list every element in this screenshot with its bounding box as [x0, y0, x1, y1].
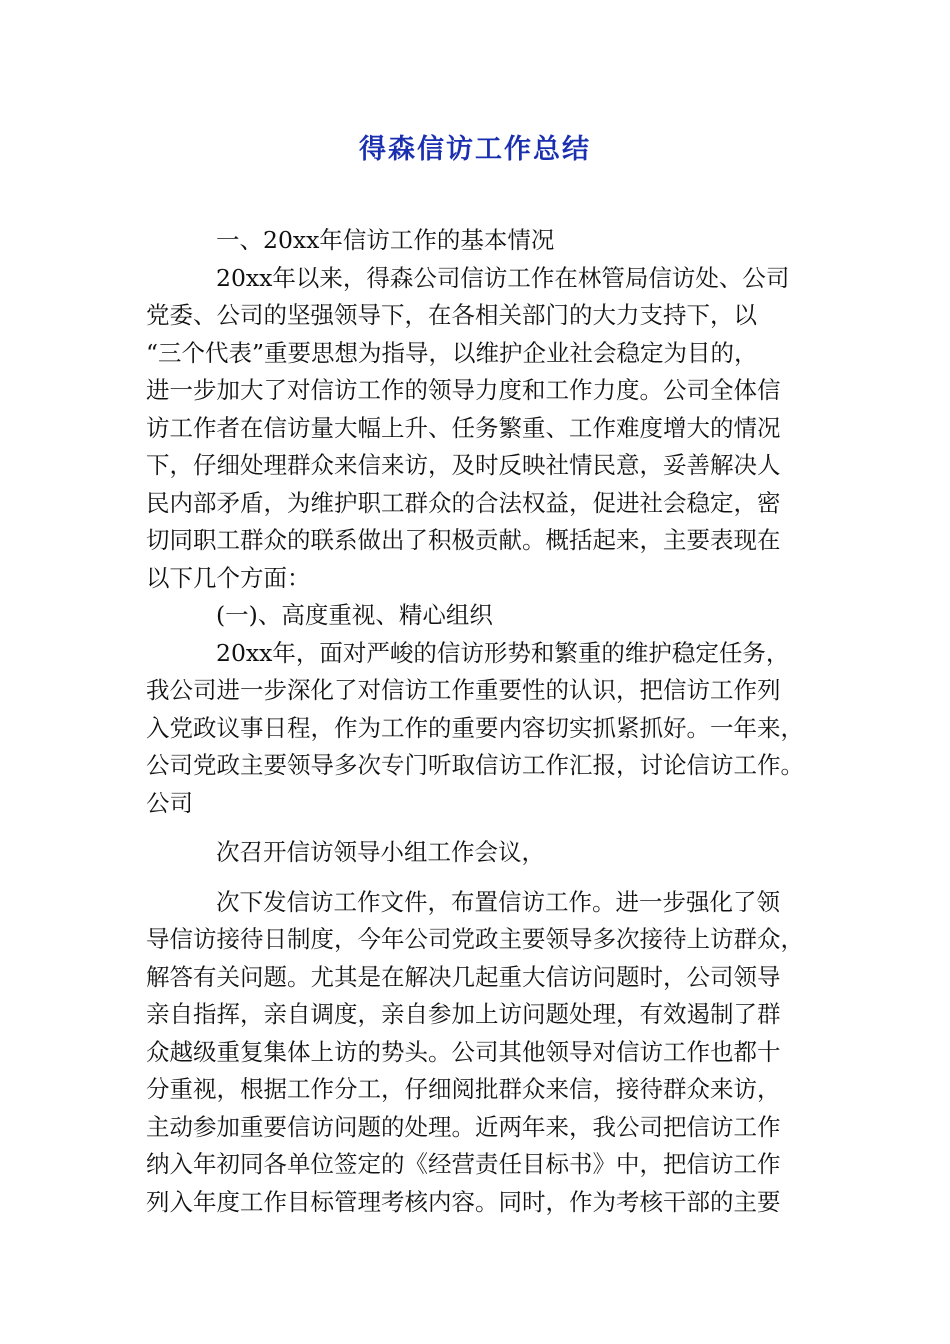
- text-line: 分重视，根据工作分工，仔细阅批群众来信，接待群众来访，: [146, 1075, 781, 1103]
- text-line: (一)、高度重视、精心组织: [216, 601, 493, 629]
- text-line: 亲自指挥，亲自调度，亲自参加上访问题处理，有效遏制了群: [146, 1000, 781, 1028]
- paragraph-gap: [146, 822, 806, 834]
- text-line: 以下几个方面：: [146, 563, 311, 592]
- text-line: 纳入年初同各单位签定的《经营责任目标书》中，把信访工作: [146, 1150, 781, 1178]
- text-line: 次下发信访工作文件，布置信访工作。进一步强化了领: [216, 887, 780, 916]
- text-line: 民内部矛盾，为维护职工群众的合法权益，促进社会稳定，密: [146, 488, 781, 517]
- text-line: 主动参加重要信访问题的处理。近两年来，我公司把信访工作: [146, 1112, 781, 1141]
- text-line: 列入年度工作目标管理考核内容。同时，作为考核干部的主要: [146, 1187, 781, 1216]
- text-line: 党委、公司的坚强领导下，在各相关部门的大力支持下，以: [146, 301, 757, 329]
- document-title: 得森信访工作总结: [359, 134, 591, 165]
- text-line: 20xx年以来，得森公司信访工作在林管局信访处、公司: [216, 263, 790, 292]
- text-line: 解答有关问题。尤其是在解决几起重大信访问题时，公司领导: [146, 962, 781, 991]
- text-line: 入党政议事日程，作为工作的重要内容切实抓紧抓好。一年来，: [146, 713, 804, 742]
- text-line: 导信访接待日制度，今年公司党政主要领导多次接待上访群众，: [146, 925, 804, 953]
- text-line: 我公司进一步深化了对信访工作重要性的认识，把信访工作列: [146, 676, 781, 704]
- text-line: 20xx年，面对严峻的信访形势和繁重的维护稳定任务，: [216, 638, 790, 667]
- text-line: “三个代表”重要思想为指导，以维护企业社会稳定为目的，: [146, 338, 758, 367]
- text-line: 切同职工群众的联系做出了积极贡献。概括起来，主要表现在: [146, 526, 781, 554]
- text-line: 次召开信访领导小组工作会议，: [216, 838, 545, 866]
- text-line: 下，仔细处理群众来信来访，及时反映社情民意，妥善解决人: [146, 451, 781, 479]
- text-line: 进一步加大了对信访工作的领导力度和工作力度。公司全体信: [146, 376, 781, 404]
- paragraph-gap: [146, 872, 806, 884]
- text-line: 一、20xx年信访工作的基本情况: [216, 226, 555, 254]
- document-body: [146, 222, 806, 1221]
- text-line: 众越级重复集体上访的势头。公司其他领导对信访工作也都十: [146, 1037, 781, 1066]
- text-line: 访工作者在信访量大幅上升、任务繁重、工作难度增大的情况: [146, 413, 781, 442]
- text-line: 公司: [146, 788, 193, 817]
- text-line: 公司党政主要领导多次专门听取信访工作汇报，讨论信访工作。: [146, 751, 804, 779]
